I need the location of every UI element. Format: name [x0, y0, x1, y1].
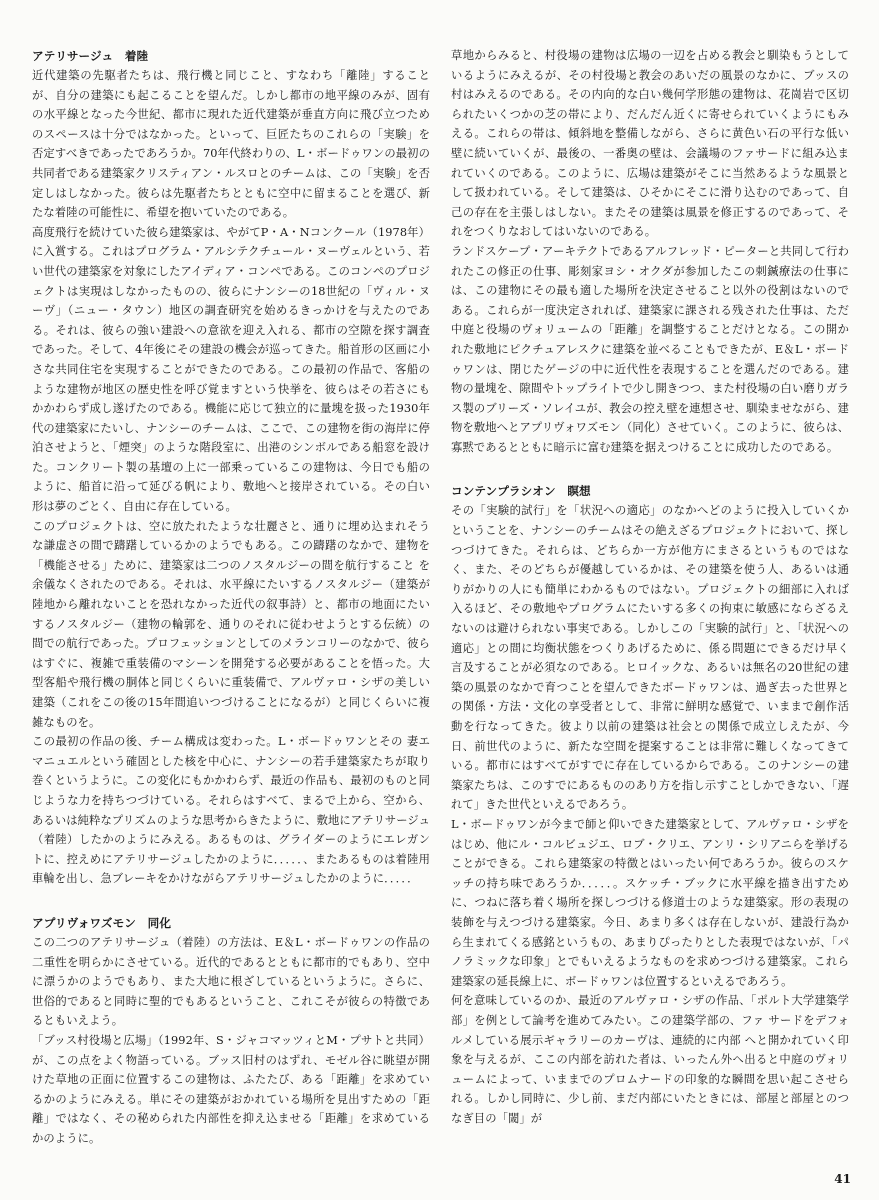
section-contemplation: [451, 481, 849, 1128]
paragraph: 「ブッス村役場と広場」（1992年、S・ジャコマッツィとM・プサトと共同）が、この点をよく物語っている。ブッス旧村のはずれ、モゼル谷に眺望が開けた草地の正面に位置するこの建物は、ふたたび、ある「距離」を求めているかのようにみえる。単にその建築がおかれている場所を見出すための「距離」ではなく、その秘められた内部性を抑え込ませる「距離」を求めているかのように。: [32, 1033, 430, 1145]
paragraph: 近代建築の先駆者たちは、飛行機と同じこと、すなわち「離陸」することが、自分の建築にも起こることを望んだ。しかし都市の地平線のみが、固有の水平線となった今世紀、都市に現れた近代建築が垂直方向に飛び立つためのスペースは十分ではなかった。といって、巨匠たちのこれらの「実験」を否定すべきであったであろうか。70年代終わりの、L・ボードゥワンの最初の共同者である建築家クリスティアン・ルスロとのチームは、この「実験」を否定しはしなかった。彼らは先駆者たちとともに空中に留まることを選び、新たな着陸の可能性に、希望を抱いていたのである。: [32, 69, 430, 220]
paragraph: その「実験的試行」を「状況への適応」のなかへどのように投入していくかということを、ナンシーのチームはその絶えざるプロジェクトにおいて、探しつづけてきた。それらは、どちらか一方が他方にまさるというものではなく、また、そのどちらが優越しているかは、その建築を使う人、あるいは通りがかりの人にも簡単にわかるものではない。プロジェクトの細部に入れば入るほど、その敷地やプログラムにたいする多くの拘束に敏感にならざるえないのは避けられない事実である。しかしこの「実験的試行」と、「状況への適応」との間に均衡状態をつくりあげるために、係る問題にできるだけ早く言及することが必須なのである。ヒロイックな、あるいは無名の20世紀の建築の風景のなかで育つことを望んできたボードゥワンは、過ぎ去った世界との関係・方法・文化の享受者として、非常に鮮明な感覚で、いままで創作活動を行なってきた。彼より以前の建築は社会との関係で成立しえたが、今日、前世代のように、新たな空間を提案することは非常に難しくなってきている。都市にはすべてがすでに存在しているからである。このナンシーの建築家たちは、このすでにあるもののあり方を指し示すことしかできない、「遅れて」きた世代といえるであろう。: [451, 504, 849, 812]
paragraph: このプロジェクトは、空に放たれたような壮麗さと、通りに埋め込まれそうな謙虚さの間で躊躇しているかのようでもある。この躊躇のなかで、建物を「機能させる」ために、建築家は二つのノスタルジーの間を航行すること を余儀なくされたのである。それは、水平線にたいするノスタルジー（建築が陸地から離れないことを恐れなかった近代の叙事詩）と、都市の地面にたいするノスタルジー（建物の輪郭を、通りのそれに従わせようとする伝統）の間での航行であった。プロフェッションとしてのメランコリーのなかで、彼らはすぐに、複雑で重装備のマシーンを開発する必要があることを悟った。大型客船や飛行機の胴体と同じくらいに重装備で、アルヴァロ・シザの美しい建築（これをこの後の15年間追いつづけることになるが）と同じくらいに複雑なものを。: [32, 519, 430, 729]
section-heading: アテリサージュ 着陸: [32, 49, 149, 63]
left-column: [32, 46, 430, 1172]
paragraph: この二つのアテリサージュ（着陸）の方法は、E＆L・ボードゥワンの作品の二重性を明らかにさせている。近代的であるとともに都市的でもあり、空中に漂うかのようでもあり、また大地に根ざしているというように。さらに、世俗的であると同時に聖的でもあるということ、これこそが彼らの特徴であるともいえよう。: [32, 935, 430, 1028]
section-continuation: [451, 46, 849, 457]
section-heading: コンテンプラシオン 瞑想: [451, 484, 591, 499]
paragraph: 草地からみると、村役場の建物は広場の一辺を占める教会と馴染もうとしているようにみえるが、その村役場と教会のあいだの風景のなかに、ブッスの村はみえるのである。その内向的な白い幾何学形態の建物は、花崗岩で区切られたいくつかの芝の帯により、だんだん近くに寄せられていくようにもみえる。これらの帯は、傾斜地を整備しながら、さらに黄色い石の平行な低い壁に続いていくが、最後の、一番奥の壁は、会議場のファサードに組み込まれていくのである。このように、広場は建築がそこに当然あるような風景として扱われている。そして建築は、ひそかにそこに滑り込むのであって、自己の存在を主張しはしない。またその建築は風景を修正するのであって、それをつくりなおしてはいないのである。: [451, 49, 849, 239]
paragraph: L・ボードゥワンが今まで師と仰いできた建築家として、アルヴァロ・シザをはじめ、他にル・コルビュジエ、ロブ・クリエ、アンリ・シリアニらを挙げることができる。これら建築家の特徴とはいったい何であろうか。彼らのスケッチの持ち味であろうか．．．．．。スケッチ・ブックに水平線を描き出すために、つねに落ち着く場所を探しつづける修道士のような建築家。形の表現の装飾を与えつづける建築家。今日、あまり多くは存在しないが、建設行為から生まれてくる感銘というもの、あまりぴったりとした表現ではないが、「パノラミックな印象」とでもいえるようなものを求めつづける建築家。これら建築家の延長線上に、ボードゥワンは位置するといえるであろう。: [451, 817, 849, 988]
page-number: 41: [834, 1172, 851, 1186]
section-heading: アプリヴォワズモン 同化: [32, 915, 172, 930]
paragraph: この最初の作品の後、チーム構成は変わった。L・ボードゥワンとその 妻エマニュエルという確固とした核を中心に、ナンシーの若手建築家たちが取り巻くというように。この変化にもかかわらず、最近の作品も、最初のものと同じような力を持ちつづけている。それらはすべて、まるで上から、空から、あるいは純粋なプリズムのような思考からきたように、敷地にアテリサージュ（着陸）したかのようにみえる。あるものは、グライダーのようにエレガントに、控えめにアテリサージュしたかのように．．．．．、またあるものは着陸用車輪を出し、急ブレーキをかけながらアテリサージュしたかのように．．．．．: [32, 735, 430, 886]
paragraph: 高度飛行を続けていた彼ら建築家は、やがてP・A・Nコンクール（1978年）に入賞する。これはプログラム・アルシテクチュール・ヌーヴェルという、若い世代の建築家を対象にしたアイディア・コンペである。このコンペのプロジェクトは実現はしなかったものの、彼らにナンシーの18世紀の「ヴィル・ヌーヴ」（ニュー・タウン）地区の調査研究を始めるきっかけを与えたのである。それは、彼らの強い建設への意欲を迎え入れる、都市の空隙を探す調査であった。そして、4年後にその建設の機会が巡ってきた。船首形の区画に小さな共同住宅を実現することができたのである。この最初の作品で、客船のような建物が地区の歴史性を呼び覚ますという快挙を、彼らはその若さにもかかわらず成し遂げたのである。機能に応じて独立的に量塊を扱った1930年代の建築家にたいし、ナンシーのチームは、ここで、この建物を街の海岸に停泊させようと、「煙突」のような階段室に、出港のシンボルである船窓を設けた。コンクリート製の基壇の上に一部乗っているこの建物は、今日でも船のように、船首に沿って延びる帆により、敷地へと接岸されている。その白い形は夢のごとく、自由に存在している。: [32, 225, 430, 514]
paragraph: 何を意味しているのか、最近のアルヴァロ・シザの作品、「ポルト大学建築学部」を例として論考を進めてみたい。この建築学部の、ファ サードをデフォルメしている展示ギャラリーのカーヴは、連続的に内部 へと開かれていく印象を与えるが、ここの内部を訪れた者は、いったん外へ出ると中庭のヴォリュームによって、いままでのプロムナードの印象的な瞬間を思い起こさせられる。しかし同時に、少し前、まだ内部にいたときには、部屋と部屋とのつなぎ目の「閾」が: [451, 994, 849, 1125]
section-apprivoisement: [32, 913, 430, 1149]
right-column: [451, 46, 849, 1152]
paragraph: ランドスケープ・アーキテクトであるアルフレッド・ピーターと共同して行われたこの修正の仕事、彫刻家ヨシ・オクダが参加したこの刺鍼療法の仕事には、この建物にその最も適した場所を決定させること以外の役割はないのである。これらが一度決定されれば、建築家に課される残された仕事は、ただ中庭と役場のヴォリュームの「距離」を調整することだけとなる。この開かれた敷地にピクチュアレスクに建築を並べることもできたが、E＆L・ボードゥワンは、閉じたゲージの中に近代性を表現することを選んだのである。建物の量塊を、隙間やトップライトで少し開きつつ、また村役場の白い磨りガラス製のブリーズ・ソレイユが、教会の控え壁を連想させ、馴染ませながら、建物を敷地へとアプリヴォワズモン（同化）させていく。このように、彼らは、寡黙であるとともに暗示に富む建築を据えつけることに成功したのである。: [451, 244, 849, 454]
section-atterrissage: [32, 46, 430, 889]
